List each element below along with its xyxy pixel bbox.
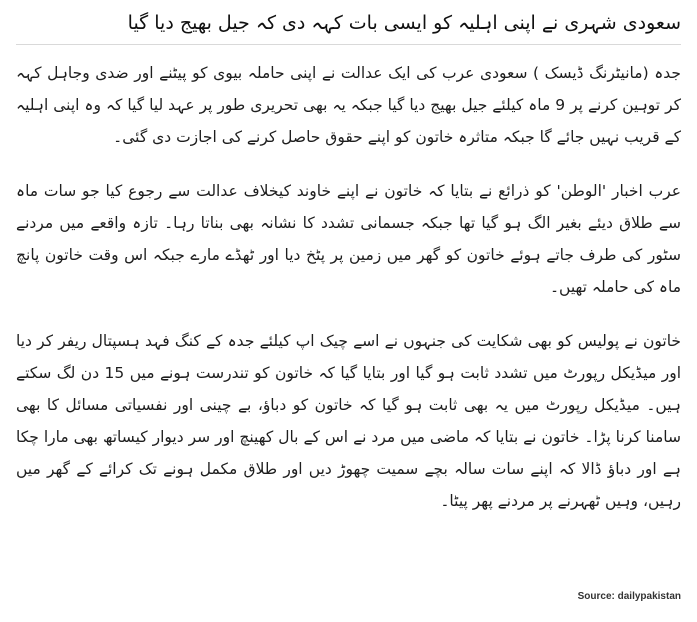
article-paragraph-1: جدہ (مانیٹرنگ ڈیسک ) سعودی عرب کی ایک عدالت نے اپنی حاملہ بیوی کو پیٹنے اور ضدی وجاہل کہہ کر توہین کرنے پر 9 ماہ کیلئے جیل بھیج دیا گیا جبکہ یہ بھی تحریری طور پر عہد لیا گیا کہ وہ اپنی اہلیہ کے قریب نہیں جائے گا جبکہ متاثرہ خاتون کو اپنے حقوق حاصل کرنے کی اجازت دی گئی۔	[16, 64, 681, 146]
article-headline: سعودی شہری نے اپنی اہلیہ کو ایسی بات کہہ دی کہ جیل بھیج دیا گیا	[16, 8, 681, 45]
article-paragraph-3: خاتون نے پولیس کو بھی شکایت کی جنہوں نے اسے چیک اپ کیلئے جدہ کے کنگ فہد ہسپتال ریفر کر دیا اور میڈیکل رپورٹ میں تشدد ثابت ہو گیا اور بتایا گیا کہ خاتون کو تندرست ہونے میں 15 دن لگ سکتے ہیں۔ میڈیکل رپورٹ میں یہ بھی ثابت ہو گیا کہ خاتون کو دباؤ، بے چینی اور نفسیاتی مسائل کا بھی سامنا کرنا پڑا۔ خاتون نے بتایا کہ ماضی میں مرد نے اس کے بال کھینچ اور سر دیوار کیساتھ بھی مارا چکا ہے اور دباؤ ڈالا کہ اپنے سات سالہ بچے سمیت چھوڑ دیں اور طلاق مکمل ہونے تک کرائے کے گھر میں رہیں، وہیں ٹھہرنے پر مردنے پھر پیٹا۔	[16, 332, 681, 510]
source-credit: Source: dailypakistan	[577, 591, 681, 602]
article-paragraph-2: عرب اخبار 'الوطن' کو ذرائع نے بتایا کہ خاتون نے اپنے خاوند کیخلاف عدالت سے رجوع کیا جو سات ماہ سے طلاق دیئے بغیر الگ ہو گیا تھا جبکہ جسمانی تشدد کا نشانہ بھی بناتا رہا۔ تازہ واقعے میں مردنے سٹور کی طرف جاتے ہوئے خاتون کو گھر میں زمین پر پٹخ دیا اور ٹھڈے مارے جبکہ اس وقت خاتون پانچ ماہ کی حاملہ تھیں۔	[16, 182, 681, 296]
